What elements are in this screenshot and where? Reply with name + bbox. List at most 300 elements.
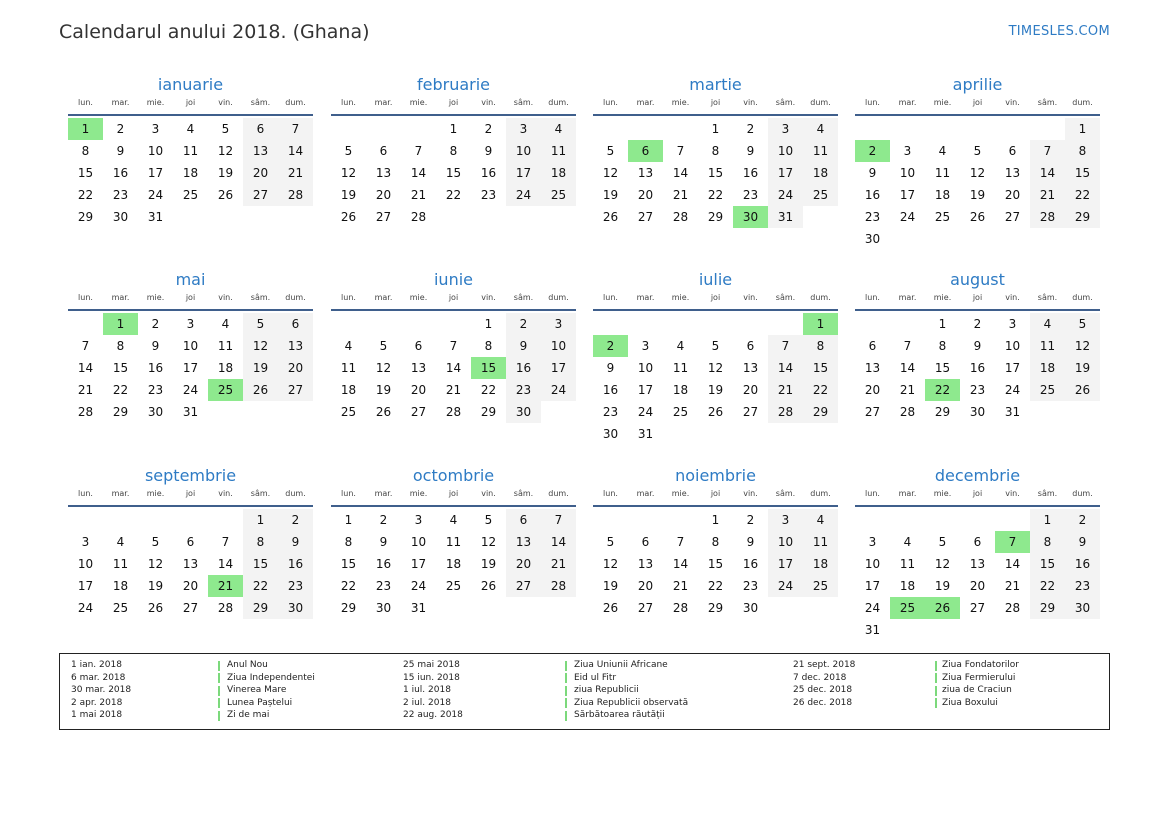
day-cell: 15	[445, 166, 462, 180]
day-cell: 17	[182, 361, 199, 375]
day-cell: 16	[864, 188, 881, 202]
day-cell: 3	[506, 118, 541, 140]
day-cell: 1	[344, 513, 353, 527]
weekday-label: mar.	[111, 98, 130, 107]
legend-date: 25 mai 2018	[403, 660, 460, 670]
day-cell: 27	[410, 405, 427, 419]
day-cell: 15	[1065, 162, 1100, 184]
day-cell: 16	[602, 383, 619, 397]
empty-cell	[1030, 118, 1065, 140]
day-cell: 12	[969, 166, 986, 180]
holiday-day: 6	[628, 140, 663, 162]
day-cell: 3	[1008, 317, 1017, 331]
weekday-header	[593, 487, 838, 507]
day-cell: 19	[602, 188, 619, 202]
day-cell: 22	[243, 575, 278, 597]
day-grid	[331, 509, 576, 619]
day-cell: 14	[672, 166, 689, 180]
weekday-label: lun.	[865, 293, 880, 302]
day-cell: 14	[278, 140, 313, 162]
weekday-header	[593, 96, 838, 116]
day-cell: 28	[278, 184, 313, 206]
weekday-label: mie.	[409, 489, 428, 498]
month-title: ianuarie	[157, 75, 224, 94]
day-cell: 7	[768, 335, 803, 357]
day-cell: 24	[768, 184, 803, 206]
day-cell: 13	[410, 361, 427, 375]
weekday-label: sâm.	[250, 489, 271, 498]
day-cell: 18	[899, 579, 916, 593]
day-cell: 27	[864, 405, 881, 419]
weekday-label: mie.	[671, 98, 690, 107]
holiday-legend	[59, 653, 1110, 730]
day-cell: 18	[803, 162, 838, 184]
day-cell: 28	[541, 575, 576, 597]
day-cell: 20	[243, 162, 278, 184]
day-cell: 12	[602, 166, 619, 180]
day-cell: 19	[1065, 357, 1100, 379]
legend-marker	[218, 686, 220, 696]
weekday-label: vin.	[481, 98, 496, 107]
weekday-label: lun.	[78, 293, 93, 302]
day-cell: 21	[1030, 184, 1065, 206]
day-cell: 27	[375, 210, 392, 224]
day-cell: 8	[938, 339, 947, 353]
day-cell: 13	[506, 531, 541, 553]
day-cell: 4	[903, 535, 912, 549]
day-cell: 20	[864, 383, 881, 397]
month-septembrie	[68, 465, 313, 619]
day-cell: 31	[768, 206, 803, 228]
legend-date: 7 dec. 2018	[793, 672, 847, 683]
month-title: mai	[175, 270, 206, 289]
day-cell: 3	[768, 509, 803, 531]
day-cell: 9	[379, 535, 388, 549]
month-title: august	[950, 270, 1005, 289]
day-cell: 19	[243, 357, 278, 379]
day-cell: 1	[1030, 509, 1065, 531]
month-noiembrie	[593, 465, 838, 619]
weekday-label: mie.	[933, 293, 952, 302]
day-cell: 11	[541, 140, 576, 162]
day-cell: 17	[541, 357, 576, 379]
legend-holiday-name: Sărbătoarea răutății	[574, 710, 665, 720]
legend-marker	[565, 698, 567, 708]
day-cell: 6	[243, 118, 278, 140]
day-cell: 19	[934, 579, 951, 593]
weekday-label: mie.	[933, 98, 952, 107]
legend-date: 22 aug. 2018	[403, 710, 463, 720]
day-cell: 16	[742, 557, 759, 571]
weekday-label: lun.	[78, 489, 93, 498]
day-cell: 18	[112, 579, 129, 593]
day-grid	[68, 313, 313, 423]
day-cell: 5	[151, 535, 160, 549]
day-cell: 10	[147, 144, 164, 158]
holiday-day: 1	[68, 118, 103, 140]
empty-cell	[331, 313, 366, 335]
legend-holiday-name: Ziua Republicii observată	[574, 697, 689, 708]
month-aprilie	[855, 74, 1100, 250]
day-cell: 1	[484, 317, 493, 331]
day-cell: 5	[379, 339, 388, 353]
day-cell: 30	[506, 401, 541, 423]
weekday-label: lun.	[603, 293, 618, 302]
day-cell: 17	[1004, 361, 1021, 375]
day-cell: 17	[899, 188, 916, 202]
empty-cell	[68, 509, 103, 531]
holiday-day: 30	[733, 206, 768, 228]
weekday-label: lun.	[78, 98, 93, 107]
day-cell: 5	[344, 144, 353, 158]
day-cell: 21	[672, 579, 689, 593]
day-cell: 17	[864, 579, 881, 593]
weekday-label: dum.	[285, 489, 306, 498]
day-cell: 28	[410, 210, 427, 224]
day-cell: 6	[414, 339, 423, 353]
day-cell: 19	[217, 166, 234, 180]
legend-holiday-name: Ziua Boxului	[942, 697, 998, 708]
month-title: septembrie	[144, 466, 237, 485]
day-cell: 19	[375, 383, 392, 397]
day-cell: 3	[541, 313, 576, 335]
empty-cell	[628, 313, 663, 335]
day-cell: 29	[707, 601, 724, 615]
weekday-label: dum.	[548, 98, 569, 107]
legend-holiday-name: Ziua Uniunii Africane	[574, 660, 668, 670]
weekday-header	[593, 291, 838, 311]
day-cell: 13	[375, 166, 392, 180]
empty-cell	[593, 118, 628, 140]
legend-marker	[565, 686, 567, 696]
weekday-label: lun.	[341, 293, 356, 302]
day-cell: 28	[1004, 601, 1021, 615]
day-cell: 20	[375, 188, 392, 202]
empty-cell	[855, 509, 890, 531]
day-cell: 8	[1030, 531, 1065, 553]
day-cell: 24	[899, 210, 916, 224]
empty-cell	[663, 313, 698, 335]
day-cell: 25	[934, 210, 951, 224]
weekday-label: joi	[185, 489, 196, 498]
legend-date: 1 mai 2018	[71, 710, 123, 720]
day-cell: 27	[1004, 210, 1021, 224]
day-cell: 13	[742, 361, 759, 375]
day-cell: 29	[77, 210, 94, 224]
day-cell: 26	[707, 405, 724, 419]
day-cell: 27	[742, 405, 759, 419]
weekday-label: joi	[972, 98, 983, 107]
day-cell: 28	[672, 210, 689, 224]
day-cell: 22	[707, 188, 724, 202]
day-cell: 15	[77, 166, 94, 180]
day-cell: 12	[602, 557, 619, 571]
day-cell: 14	[1004, 557, 1021, 571]
day-cell: 13	[1004, 166, 1021, 180]
day-cell: 21	[1004, 579, 1021, 593]
day-cell: 6	[186, 535, 195, 549]
day-cell: 16	[112, 166, 129, 180]
day-cell: 16	[506, 357, 541, 379]
day-cell: 6	[1008, 144, 1017, 158]
day-cell: 2	[278, 509, 313, 531]
empty-cell	[855, 313, 890, 335]
day-cell: 2	[973, 317, 982, 331]
day-cell: 27	[637, 601, 654, 615]
day-cell: 10	[864, 557, 881, 571]
weekday-label: mie.	[671, 489, 690, 498]
legend-holiday-name: Vinerea Mare	[227, 685, 287, 695]
weekday-label: vin.	[481, 489, 496, 498]
day-cell: 16	[480, 166, 497, 180]
weekday-label: mar.	[374, 489, 393, 498]
weekday-label: vin.	[1005, 293, 1020, 302]
weekday-label: sâm.	[513, 293, 534, 302]
weekday-label: sâm.	[250, 293, 271, 302]
day-cell: 18	[182, 166, 199, 180]
weekday-label: sâm.	[775, 489, 796, 498]
day-cell: 4	[116, 535, 125, 549]
day-grid	[593, 509, 838, 619]
weekday-header	[68, 96, 313, 116]
day-cell: 27	[182, 601, 199, 615]
day-cell: 3	[868, 535, 877, 549]
day-cell: 17	[410, 557, 427, 571]
day-cell: 6	[746, 339, 755, 353]
day-cell: 19	[340, 188, 357, 202]
day-cell: 3	[81, 535, 90, 549]
day-cell: 17	[637, 383, 654, 397]
empty-cell	[663, 509, 698, 531]
day-cell: 17	[147, 166, 164, 180]
day-cell: 8	[484, 339, 493, 353]
legend-holiday-name: Ziua Fermierului	[942, 672, 1016, 683]
day-cell: 21	[672, 188, 689, 202]
month-iunie	[331, 269, 576, 423]
day-grid	[68, 509, 313, 619]
day-cell: 10	[77, 557, 94, 571]
holiday-day: 26	[925, 597, 960, 619]
day-cell: 19	[707, 383, 724, 397]
day-cell: 7	[1030, 140, 1065, 162]
day-cell: 9	[278, 531, 313, 553]
day-cell: 1	[711, 122, 720, 136]
day-cell: 3	[186, 317, 195, 331]
weekday-label: lun.	[603, 98, 618, 107]
day-cell: 23	[742, 188, 759, 202]
weekday-label: vin.	[481, 293, 496, 302]
day-cell: 29	[340, 601, 357, 615]
day-cell: 10	[768, 140, 803, 162]
day-cell: 5	[606, 535, 615, 549]
weekday-label: mar.	[636, 489, 655, 498]
day-cell: 30	[112, 210, 129, 224]
month-iulie	[593, 269, 838, 445]
empty-cell	[68, 313, 103, 335]
day-cell: 12	[243, 335, 278, 357]
day-cell: 11	[672, 361, 689, 375]
day-cell: 30	[969, 405, 986, 419]
month-ianuarie	[68, 74, 313, 228]
day-cell: 26	[340, 210, 357, 224]
day-cell: 25	[112, 601, 129, 615]
day-cell: 15	[1030, 553, 1065, 575]
day-cell: 19	[480, 557, 497, 571]
day-cell: 13	[243, 140, 278, 162]
day-cell: 11	[445, 535, 462, 549]
day-cell: 31	[864, 623, 881, 637]
day-cell: 18	[803, 553, 838, 575]
weekday-label: dum.	[1072, 489, 1093, 498]
day-cell: 9	[746, 535, 755, 549]
weekday-label: dum.	[1072, 98, 1093, 107]
empty-cell	[925, 509, 960, 531]
day-cell: 10	[410, 535, 427, 549]
legend-date: 1 iul. 2018	[403, 685, 451, 695]
weekday-header	[855, 96, 1100, 116]
day-cell: 15	[112, 361, 129, 375]
empty-cell	[138, 509, 173, 531]
day-cell: 14	[217, 557, 234, 571]
day-grid	[331, 313, 576, 423]
weekday-header	[855, 487, 1100, 507]
day-cell: 30	[864, 232, 881, 246]
day-cell: 18	[541, 162, 576, 184]
day-cell: 8	[711, 144, 720, 158]
day-grid	[68, 118, 313, 228]
day-cell: 5	[484, 513, 493, 527]
day-cell: 15	[340, 557, 357, 571]
day-cell: 14	[899, 361, 916, 375]
legend-date: 15 iun. 2018	[403, 672, 460, 683]
day-grid	[855, 313, 1100, 423]
day-cell: 24	[864, 601, 881, 615]
day-cell: 15	[707, 166, 724, 180]
day-cell: 9	[746, 144, 755, 158]
day-cell: 14	[541, 531, 576, 553]
weekday-label: sâm.	[1037, 293, 1058, 302]
day-cell: 10	[506, 140, 541, 162]
day-cell: 5	[243, 313, 278, 335]
day-cell: 29	[707, 210, 724, 224]
day-cell: 4	[803, 509, 838, 531]
weekday-label: vin.	[743, 489, 758, 498]
day-cell: 9	[606, 361, 615, 375]
empty-cell	[401, 313, 436, 335]
weekday-label: mar.	[374, 98, 393, 107]
day-cell: 10	[637, 361, 654, 375]
weekday-label: vin.	[218, 98, 233, 107]
legend-marker	[565, 673, 567, 683]
day-cell: 14	[77, 361, 94, 375]
weekday-label: lun.	[341, 98, 356, 107]
day-cell: 20	[1004, 188, 1021, 202]
day-cell: 17	[506, 162, 541, 184]
weekday-label: mie.	[933, 489, 952, 498]
day-cell: 17	[768, 553, 803, 575]
day-cell: 24	[637, 405, 654, 419]
weekday-label: sâm.	[513, 489, 534, 498]
day-cell: 14	[445, 361, 462, 375]
month-decembrie	[855, 465, 1100, 641]
day-cell: 28	[1030, 206, 1065, 228]
day-cell: 21	[768, 379, 803, 401]
day-cell: 21	[77, 383, 94, 397]
day-cell: 23	[602, 405, 619, 419]
day-cell: 26	[375, 405, 392, 419]
day-cell: 4	[803, 118, 838, 140]
month-title: iulie	[698, 270, 733, 289]
legend-date: 1 ian. 2018	[71, 660, 122, 670]
day-cell: 20	[637, 188, 654, 202]
day-cell: 7	[449, 339, 458, 353]
weekday-label: vin.	[1005, 98, 1020, 107]
day-cell: 26	[969, 210, 986, 224]
month-mai	[68, 269, 313, 423]
day-cell: 11	[182, 144, 199, 158]
day-cell: 9	[506, 335, 541, 357]
day-cell: 9	[1065, 531, 1100, 553]
day-cell: 23	[969, 383, 986, 397]
weekday-header	[331, 96, 576, 116]
day-cell: 4	[186, 122, 195, 136]
day-cell: 26	[602, 601, 619, 615]
empty-cell	[890, 313, 925, 335]
day-cell: 3	[414, 513, 423, 527]
weekday-label: dum.	[285, 293, 306, 302]
day-cell: 18	[217, 361, 234, 375]
day-cell: 25	[541, 184, 576, 206]
day-cell: 2	[116, 122, 125, 136]
day-cell: 2	[746, 513, 755, 527]
weekday-label: joi	[448, 98, 459, 107]
weekday-label: dum.	[285, 98, 306, 107]
day-cell: 12	[480, 535, 497, 549]
day-cell: 10	[182, 339, 199, 353]
day-cell: 7	[221, 535, 230, 549]
month-august	[855, 269, 1100, 423]
day-cell: 19	[147, 579, 164, 593]
day-cell: 10	[1004, 339, 1021, 353]
day-cell: 28	[768, 401, 803, 423]
empty-cell	[331, 118, 366, 140]
day-grid	[593, 118, 838, 228]
day-cell: 9	[484, 144, 493, 158]
day-cell: 11	[899, 557, 916, 571]
empty-cell	[960, 118, 995, 140]
brand-link[interactable]: TIMESLES.COM	[1008, 24, 1110, 39]
weekday-label: sâm.	[513, 98, 534, 107]
empty-cell	[436, 313, 471, 335]
legend-holiday-name: Eid ul Fitr	[574, 672, 617, 683]
legend-date: 21 sept. 2018	[793, 660, 856, 670]
day-cell: 23	[742, 579, 759, 593]
empty-cell	[995, 509, 1030, 531]
empty-cell	[855, 118, 890, 140]
day-cell: 11	[217, 339, 234, 353]
month-title: decembrie	[934, 466, 1021, 485]
day-cell: 23	[480, 188, 497, 202]
day-cell: 13	[864, 361, 881, 375]
weekday-label: lun.	[865, 98, 880, 107]
legend-marker	[218, 698, 220, 708]
day-cell: 26	[243, 379, 278, 401]
day-cell: 16	[375, 557, 392, 571]
day-cell: 29	[112, 405, 129, 419]
day-cell: 8	[449, 144, 458, 158]
weekday-label: joi	[185, 293, 196, 302]
day-cell: 9	[116, 144, 125, 158]
